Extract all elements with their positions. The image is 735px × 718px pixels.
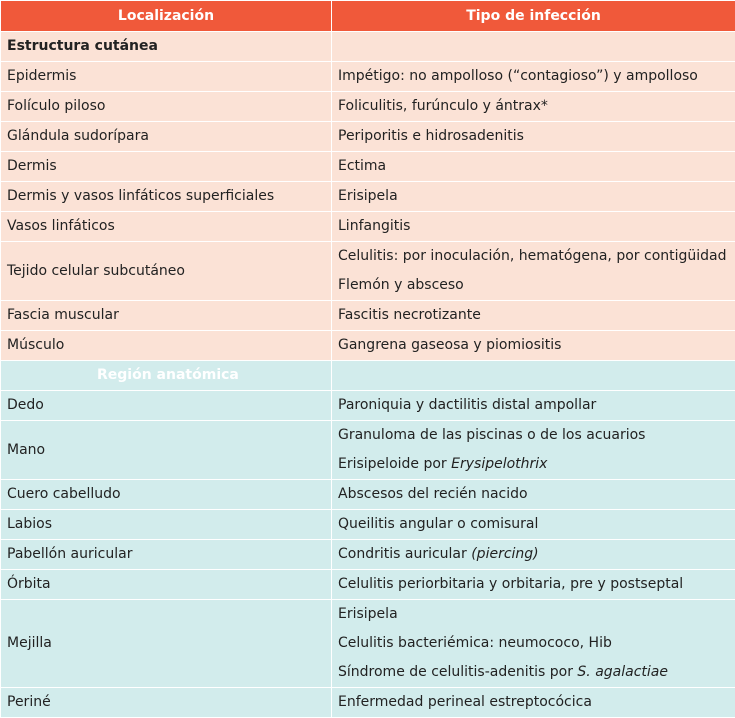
table-row — [1, 570, 735, 600]
section-header-estructura — [1, 32, 735, 62]
section-title: Estructura cutánea — [1, 32, 332, 62]
tipo-line: Flemón y absceso — [338, 271, 735, 300]
tipo-cell: Foliculitis, furúnculo y ántrax* — [332, 92, 735, 122]
localizacion-cell: Mejilla — [1, 600, 332, 688]
localizacion-cell: Dedo — [1, 391, 332, 421]
tipo-cell: Fascitis necrotizante — [332, 301, 735, 331]
tipo-cell — [332, 600, 735, 688]
section-header-region — [1, 361, 735, 391]
table-row — [1, 62, 735, 92]
localizacion-cell: Mano — [1, 421, 332, 480]
table-row — [1, 688, 735, 718]
localizacion-cell: Folículo piloso — [1, 92, 332, 122]
localizacion-cell: Músculo — [1, 331, 332, 361]
localizacion-cell: Dermis y vasos linfáticos superficiales — [1, 182, 332, 212]
table-row — [1, 152, 735, 182]
tipo-cell — [332, 421, 735, 480]
tipo-cell: Paroniquia y dactilitis distal ampollar — [332, 391, 735, 421]
localizacion-cell: Pabellón auricular — [1, 540, 332, 570]
table-row — [1, 331, 735, 361]
tipo-italic: S. agalactiae — [577, 664, 668, 680]
section-blank — [332, 361, 735, 391]
table-row — [1, 540, 735, 570]
tipo-cell: Queilitis angular o comisural — [332, 510, 735, 540]
tipo-line: Erisipela — [338, 600, 735, 629]
localizacion-cell: Periné — [1, 688, 332, 718]
localizacion-cell: Dermis — [1, 152, 332, 182]
tipo-line — [338, 450, 735, 479]
table-row — [1, 600, 735, 688]
tipo-line: Granuloma de las piscinas o de los acuarios — [338, 421, 735, 450]
tipo-cell: Impétigo: no ampolloso (“contagioso”) y ampolloso — [332, 62, 735, 92]
tipo-cell: Erisipela — [332, 182, 735, 212]
header-localizacion: Localización — [1, 1, 332, 32]
tipo-italic: (piercing) — [471, 546, 538, 562]
table-row — [1, 301, 735, 331]
localizacion-cell: Fascia muscular — [1, 301, 332, 331]
localizacion-cell: Epidermis — [1, 62, 332, 92]
localizacion-cell: Glándula sudorípara — [1, 122, 332, 152]
tipo-cell — [332, 540, 735, 570]
header-tipo-infeccion: Tipo de infección — [332, 1, 735, 32]
tipo-cell: Ectima — [332, 152, 735, 182]
tipo-cell: Gangrena gaseosa y piomiositis — [332, 331, 735, 361]
localizacion-cell: Órbita — [1, 570, 332, 600]
tipo-line: Celulitis bacteriémica: neumococo, Hib — [338, 629, 735, 658]
tipo-text: Síndrome de celulitis-adenitis por — [338, 664, 577, 680]
table-row — [1, 510, 735, 540]
section-blank — [332, 32, 735, 62]
localizacion-cell: Cuero cabelludo — [1, 480, 332, 510]
table-row — [1, 212, 735, 242]
localizacion-cell: Tejido celular subcutáneo — [1, 242, 332, 301]
localizacion-cell: Vasos linfáticos — [1, 212, 332, 242]
table-row — [1, 480, 735, 510]
tipo-text: Condritis auricular — [338, 546, 471, 562]
table-header-row — [1, 1, 735, 32]
localizacion-cell: Labios — [1, 510, 332, 540]
table-row — [1, 391, 735, 421]
table-row — [1, 421, 735, 480]
section-title: Región anatómica — [1, 361, 332, 391]
tipo-cell: Periporitis e hidrosadenitis — [332, 122, 735, 152]
tipo-cell: Celulitis periorbitaria y orbitaria, pre y postseptal — [332, 570, 735, 600]
table-row — [1, 92, 735, 122]
table-row — [1, 182, 735, 212]
tipo-line: Celulitis: por inoculación, hematógena, por contigüidad — [338, 242, 735, 271]
tipo-cell: Abscesos del recién nacido — [332, 480, 735, 510]
tipo-text: Erisipeloide por — [338, 456, 451, 472]
tipo-italic: Erysipelothrix — [451, 456, 547, 472]
tipo-cell: Enfermedad perineal estreptocócica — [332, 688, 735, 718]
tipo-cell: Linfangitis — [332, 212, 735, 242]
table-row — [1, 242, 735, 301]
tipo-line — [338, 658, 735, 687]
table-row — [1, 122, 735, 152]
tipo-cell — [332, 242, 735, 301]
